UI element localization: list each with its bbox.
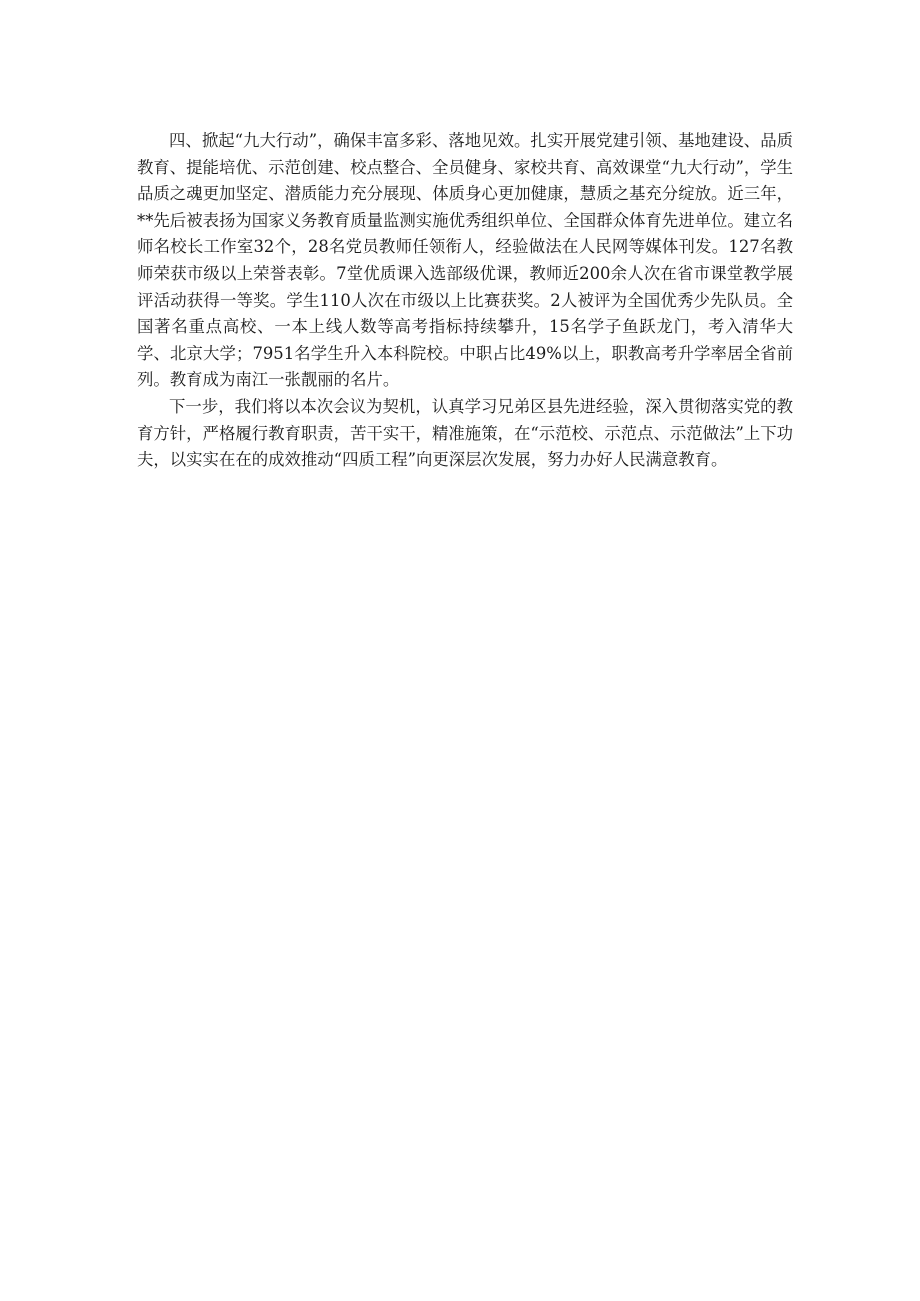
paragraph-next-steps: 下一步，我们将以本次会议为契机，认真学习兄弟区县先进经验，深入贯彻落实党的教育方针，严格履行教育职责，苦干实干，精准施策，在“示范校、示范点、示范做法”上下功夫，以实实在在的成效推动“四质工程”向更深层次发展，努力办好人民满意教育。	[137, 396, 793, 470]
paragraph-nine-actions: 四、掀起“九大行动”，确保丰富多彩、落地见效。扎实开展党建引领、基地建设、品质教育、提能培优、示范创建、校点整合、全员健身、家校共育、高效课堂“九大行动”，学生品质之魂更加坚定、潜质能力充分展现、体质身心更加健康，慧质之基充分绽放。近三年，**先后被表扬为国家义务教育质量监测实施优秀组织单位、全国群众体育先进单位。建立名师名校长工作室32个，28名党员教师任领衔人，经验做法在人民网等媒体刊发。127名教师荣获市级以上荣誉表彰。7堂优质课入选部级优课，教师近200余人次在省市课堂教学展评活动获得一等奖。学生110人次在市级以上比赛获奖。2人被评为全国优秀少先队员。全国著名重点高校、一本上线人数等高考指标持续攀升，15名学子鱼跃龙门，考入清华大学、北京大学；7951名学生升入本科院校。中职占比49%以上，职教高考升学率居全省前列。教育成为南江一张靓丽的名片。	[137, 131, 793, 390]
document-body	[137, 128, 793, 474]
